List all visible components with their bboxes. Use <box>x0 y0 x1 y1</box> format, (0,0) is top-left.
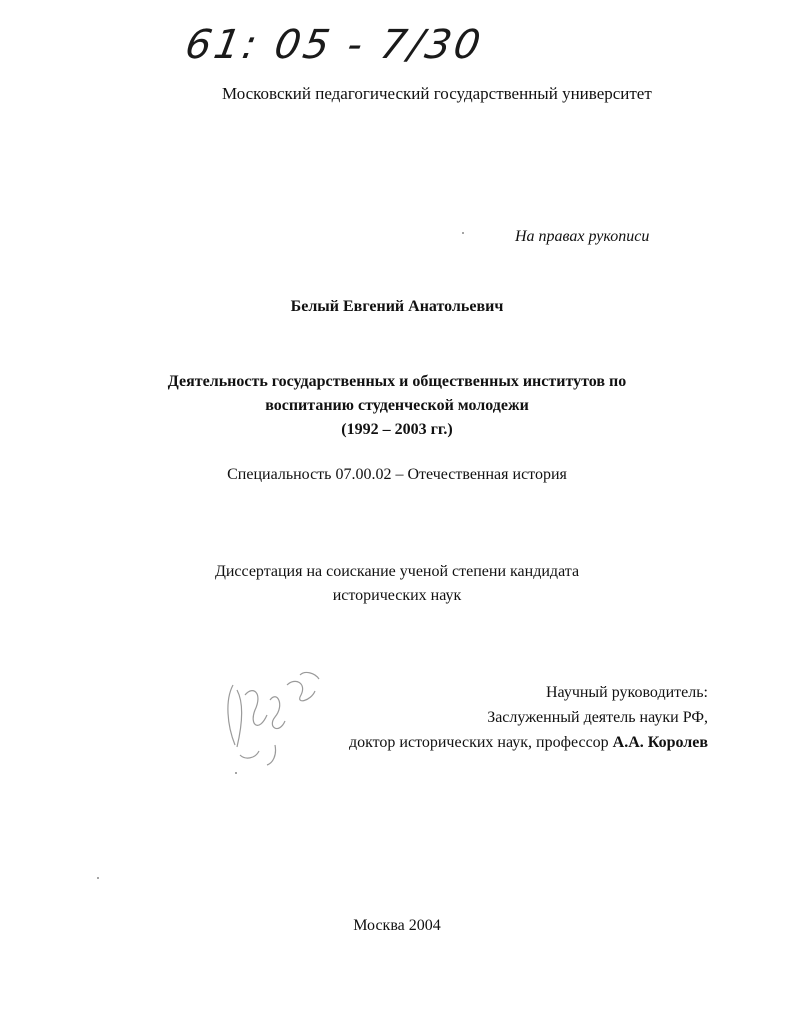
dissertation-title <box>0 370 794 442</box>
specialty-line: Специальность 07.00.02 – Отечественная история <box>227 466 567 483</box>
degree-line-2: исторических наук <box>332 587 462 604</box>
supervisor-block <box>349 680 708 755</box>
supervisor-degree: доктор исторических наук, профессор <box>348 734 613 751</box>
title-line-3: (1992 – 2003 гг.) <box>341 421 453 438</box>
scan-speck <box>462 232 464 234</box>
title-line-2: воспитанию студенческой молодежи <box>265 397 529 414</box>
degree-line-1: Диссертация на соискание ученой степени кандидата <box>214 563 580 580</box>
university-name: Московский педагогический государственный университет <box>222 84 652 103</box>
rights-note: На правах рукописи <box>515 228 650 245</box>
city-year: Москва 2004 <box>353 917 441 934</box>
handwritten-catalog-code: 61: 05 - 7/30 <box>181 22 487 68</box>
scan-speck <box>97 877 99 879</box>
title-line-1: Деятельность государственных и общественных институтов по <box>167 373 627 390</box>
supervisor-honor: Заслуженный деятель науки РФ, <box>487 709 708 726</box>
dissertation-degree <box>0 560 794 608</box>
author-name: Белый Евгений Анатольевич <box>290 298 504 315</box>
signature-stamp-icon <box>215 655 330 770</box>
supervisor-credentials <box>349 730 708 755</box>
scan-speck <box>235 772 237 774</box>
supervisor-label: Научный руководитель: <box>545 684 708 701</box>
supervisor-name: А.А. Королев <box>612 734 708 751</box>
